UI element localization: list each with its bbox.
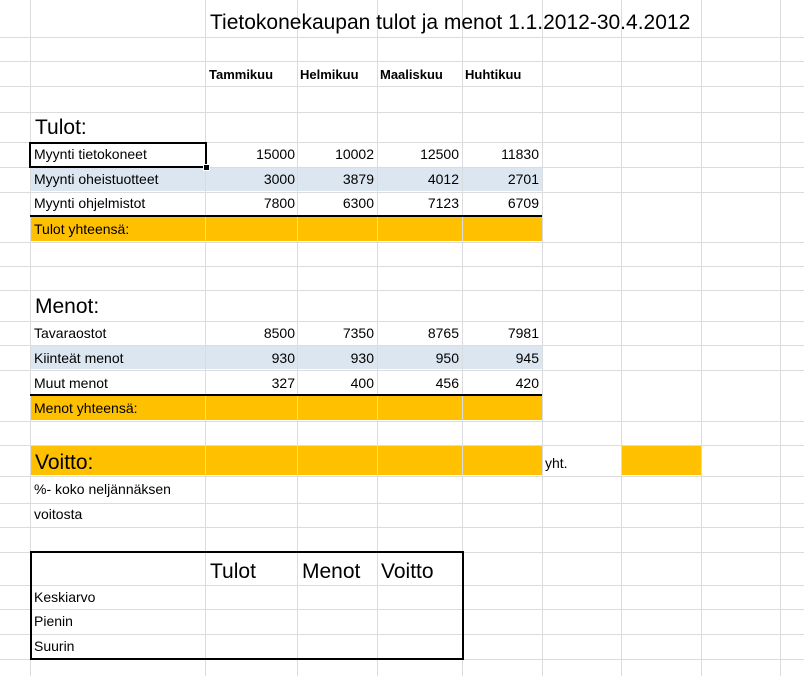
fill-handle[interactable] [203,164,210,171]
profit-fill [30,446,542,475]
value-cell[interactable]: 7800 [263,195,295,211]
row-label[interactable]: Muut menot [34,375,108,391]
value-cell[interactable]: 7350 [342,325,374,341]
value-cell[interactable]: 3879 [342,171,374,187]
percent-label: voitosta [34,506,83,522]
value-cell[interactable]: 945 [515,350,539,366]
month-header: Huhtikuu [465,67,522,82]
row-label[interactable]: Myynti ohjelmistot [34,195,146,211]
profit-total-label[interactable]: yht. [545,455,568,471]
summary-column-header: Voitto [381,560,434,583]
value-cell[interactable]: 8500 [263,325,295,341]
value-cell[interactable]: 950 [435,350,459,366]
summary-row-label[interactable]: Pienin [34,613,73,629]
month-header: Maaliskuu [380,67,443,82]
expenses-heading: Menot: [35,295,100,318]
summary-column-header: Menot [302,560,361,583]
value-cell[interactable]: 7981 [507,325,539,341]
value-cell[interactable]: 8765 [427,325,459,341]
month-header: Helmikuu [300,67,359,82]
expense-total-label[interactable]: Menot yhteensä: [34,400,138,416]
value-cell[interactable]: 400 [350,375,374,391]
value-cell[interactable]: 4012 [427,171,459,187]
value-cell[interactable]: 11830 [501,146,539,162]
income-heading: Tulot: [35,116,87,139]
active-cell-selection[interactable] [29,142,207,168]
value-cell[interactable]: 327 [271,375,295,391]
value-cell[interactable]: 6709 [507,195,539,211]
value-cell[interactable]: 3000 [263,171,295,187]
value-cell[interactable]: 7123 [427,195,459,211]
summary-row-label[interactable]: Suurin [34,638,75,654]
value-cell[interactable]: 10002 [335,146,374,162]
sheet-title: Tietokonekaupan tulot ja menot 1.1.2012-30.4.2012 [210,11,691,34]
profit-heading: Voitto: [35,451,94,474]
value-cell[interactable]: 420 [515,375,539,391]
value-cell[interactable]: 6300 [342,195,374,211]
row-label[interactable]: Myynti tietokoneet [34,146,147,162]
summary-column-header: Tulot [210,560,256,583]
income-total-label[interactable]: Tulot yhteensä: [34,221,130,237]
summary-row-label[interactable]: Keskiarvo [34,589,96,605]
value-cell[interactable]: 456 [435,375,459,391]
value-cell[interactable]: 930 [271,350,295,366]
row-label[interactable]: Myynti oheistuotteet [34,171,159,187]
value-cell[interactable]: 930 [350,350,374,366]
profit-total-cell[interactable] [621,446,701,475]
month-header: Tammikuu [209,67,274,82]
value-cell[interactable]: 2701 [507,171,539,187]
value-cell[interactable]: 12500 [420,146,459,162]
percent-label: %- koko neljännäksen [34,481,171,497]
row-label[interactable]: Tavaraostot [34,325,107,341]
value-cell[interactable]: 15000 [256,146,295,162]
row-label[interactable]: Kiinteät menot [34,350,124,366]
